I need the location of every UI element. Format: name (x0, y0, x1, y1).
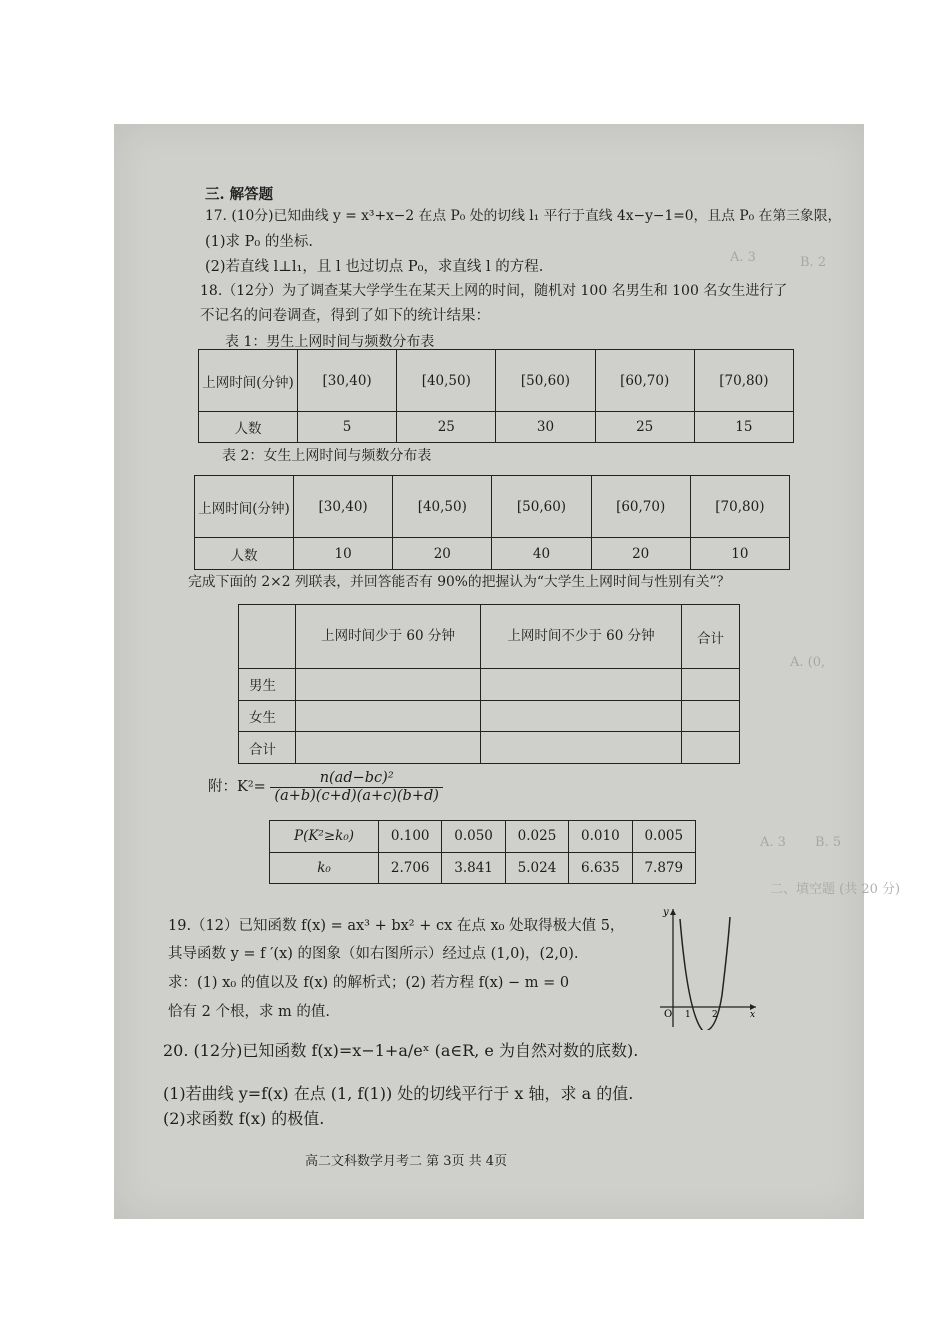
formula-fraction (270, 770, 443, 806)
y-axis-arrow-icon (670, 909, 676, 915)
ct-header-less-60: 上网时间少于 60 分钟 (296, 605, 481, 669)
ct-cell (296, 732, 481, 764)
crit-k-cell: 6.635 (569, 852, 632, 884)
interval-cell: [70,80) (694, 350, 793, 412)
row-head-time: 上网时间(分钟) (199, 350, 298, 412)
ghost-text: B. 5 (815, 835, 842, 850)
q19-line1: 19.（12）已知函数 f(x) = ax³ + bx² + cx 在点 x₀ 处取得极大值 5， (168, 918, 625, 934)
crit-head-k: k₀ (270, 852, 379, 884)
q17-line1: 17. (10分)已知曲线 y = x³+x−2 在点 P₀ 处的切线 l₁ 平行于直线 4x−y−1=0，且点 P₀ 在第三象限， (205, 208, 842, 224)
interval-cell: [40,50) (397, 350, 496, 412)
k2-formula (208, 770, 443, 806)
crit-p-cell: 0.005 (632, 821, 695, 853)
q17-line3: (2)若直线 l⊥l₁，且 l 也过切点 P₀，求直线 l 的方程. (205, 259, 544, 275)
ct-corner (239, 605, 296, 669)
crit-p-cell: 0.050 (442, 821, 505, 853)
critical-value-table (269, 820, 696, 884)
count-cell: 5 (298, 412, 397, 443)
q19-line3: 求：(1) x₀ 的值以及 f(x) 的解析式；(2) 若方程 f(x) − m = 0 (168, 975, 570, 991)
ct-cell (682, 700, 740, 732)
graph-label-1: 1 (685, 1010, 691, 1020)
ct-cell (296, 669, 481, 701)
count-cell: 20 (591, 538, 690, 570)
crit-k-cell: 3.841 (442, 852, 505, 884)
count-cell: 10 (690, 538, 789, 570)
interval-cell: [30,40) (294, 476, 393, 538)
table1-title: 表 1：男生上网时间与频数分布表 (225, 334, 435, 350)
ct-cell (682, 669, 740, 701)
ghost-text: A. 3 (730, 250, 756, 265)
interval-cell: [50,60) (492, 476, 591, 538)
formula-numerator: n(ad−bc)² (270, 770, 443, 788)
crit-p-cell: 0.100 (379, 821, 442, 853)
count-cell: 15 (694, 412, 793, 443)
table2-title: 表 2：女生上网时间与频数分布表 (222, 448, 432, 464)
ct-cell (481, 669, 682, 701)
crit-k-cell: 7.879 (632, 852, 695, 884)
count-cell: 25 (595, 412, 694, 443)
interval-cell: [60,70) (595, 350, 694, 412)
formula-prefix: 附：K²= (208, 779, 266, 796)
contingency-prompt: 完成下面的 2×2 列联表，并回答能否有 90%的把握认为“大学生上网时间与性别有关”？ (188, 574, 731, 590)
ghost-text: B. 2 (800, 255, 827, 270)
ct-cell (481, 732, 682, 764)
derivative-graph (658, 905, 758, 1030)
formula-denominator: (a+b)(c+d)(a+c)(b+d) (274, 788, 439, 805)
count-cell: 25 (397, 412, 496, 443)
contingency-table (238, 604, 740, 764)
q18-line2: 不记名的问卷调查，得到了如下的统计结果： (200, 308, 490, 324)
q19-line4: 恰有 2 个根，求 m 的值. (168, 1004, 331, 1020)
ct-header-total: 合计 (682, 605, 740, 669)
ct-cell (481, 700, 682, 732)
section-title: 三. 解答题 (205, 186, 274, 203)
q18-line1: 18.（12分）为了调查某大学学生在某天上网的时间，随机对 100 名男生和 100 名女生进行了 (200, 283, 788, 299)
q19-line2: 其导函数 y = f ′(x) 的图象（如右图所示）经过点 (1,0)，(2,0). (168, 946, 579, 962)
ghost-text: A. 3 (760, 835, 786, 850)
row-head-time: 上网时间(分钟) (195, 476, 294, 538)
crit-p-cell: 0.025 (505, 821, 568, 853)
q20-line2: (1)若曲线 y=f(x) 在点 (1, f(1)) 处的切线平行于 x 轴，求 a 的值. (163, 1084, 634, 1103)
ct-cell (296, 700, 481, 732)
ct-row-male: 男生 (239, 669, 296, 701)
count-cell: 10 (294, 538, 393, 570)
row-head-count: 人数 (195, 538, 294, 570)
interval-cell: [40,50) (393, 476, 492, 538)
interval-cell: [30,40) (298, 350, 397, 412)
interval-cell: [70,80) (690, 476, 789, 538)
interval-cell: [60,70) (591, 476, 690, 538)
graph-label-y: y (663, 907, 669, 918)
graph-label-2: 2 (712, 1010, 718, 1020)
count-cell: 30 (496, 412, 595, 443)
count-cell: 40 (492, 538, 591, 570)
female-frequency-table (194, 475, 790, 570)
ct-cell (682, 732, 740, 764)
crit-k-cell: 5.024 (505, 852, 568, 884)
crit-head-p: P(K²≥k₀) (270, 821, 379, 853)
page-footer: 高二文科数学月考二 第 3页 共 4页 (305, 1154, 508, 1169)
graph-label-origin: O (664, 1009, 673, 1020)
interval-cell: [50,60) (496, 350, 595, 412)
q20-line3: (2)求函数 f(x) 的极值. (163, 1109, 325, 1128)
q20-line1: 20. (12分)已知函数 f(x)=x−1+a/eˣ (a∈R, e 为自然对数的底数). (163, 1041, 639, 1060)
ghost-text: A. (0, (790, 655, 826, 670)
graph-label-x: x (750, 1010, 756, 1020)
crit-k-cell: 2.706 (379, 852, 442, 884)
crit-p-cell: 0.010 (569, 821, 632, 853)
ct-header-not-less-60: 上网时间不少于 60 分钟 (481, 605, 682, 669)
q17-line2: (1)求 P₀ 的坐标. (205, 234, 313, 250)
male-frequency-table (198, 349, 794, 443)
ghost-text: 二、填空题 (共 20 分) (770, 882, 901, 897)
ct-row-total: 合计 (239, 732, 296, 764)
ct-row-female: 女生 (239, 700, 296, 732)
row-head-count: 人数 (199, 412, 298, 443)
count-cell: 20 (393, 538, 492, 570)
